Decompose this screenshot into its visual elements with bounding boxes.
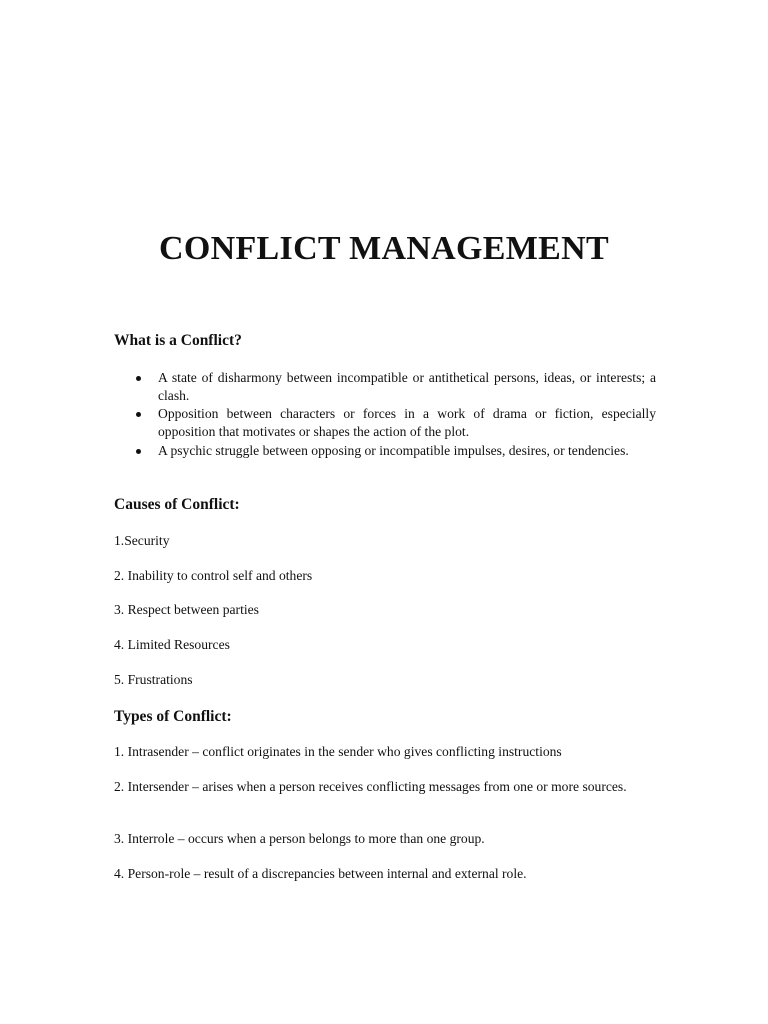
page-title: CONFLICT MANAGEMENT [159, 230, 609, 267]
heading-what-is-conflict: What is a Conflict? [114, 332, 242, 349]
cause-item: 5. Frustrations [114, 672, 193, 687]
list-item [114, 369, 656, 404]
cause-item: 3. Respect between parties [114, 602, 259, 617]
bullet-icon [136, 376, 141, 381]
definition-list [114, 369, 656, 461]
list-item [114, 405, 656, 440]
heading-types-of-conflict: Types of Conflict: [114, 708, 232, 725]
type-item: 1. Intrasender – conflict originates in the sender who gives conflicting instructions [114, 744, 562, 759]
cause-item: 4. Limited Resources [114, 637, 230, 652]
cause-item: 2. Inability to control self and others [114, 568, 313, 583]
list-item-text: A psychic struggle between opposing or incompatible impulses, desires, or tendencies. [158, 442, 629, 458]
heading-causes-of-conflict: Causes of Conflict: [114, 496, 240, 513]
list-item-text: Opposition between characters or forces in a work of drama or fiction, especially opposition that motivates or shapes the action of the plot. [158, 406, 656, 439]
bullet-icon [136, 449, 141, 454]
bullet-icon [136, 412, 141, 417]
list-item [114, 442, 656, 460]
type-item: 4. Person-role – result of a discrepancies between internal and external role. [114, 866, 527, 881]
type-item: 3. Interrole – occurs when a person belongs to more than one group. [114, 831, 485, 846]
cause-item: 1.Security [114, 533, 170, 548]
list-item-text: A state of disharmony between incompatible or antithetical persons, ideas, or interests; a clash. [158, 370, 656, 403]
type-item: 2. Intersender – arises when a person receives conflicting messages from one or more sources. [114, 779, 627, 794]
